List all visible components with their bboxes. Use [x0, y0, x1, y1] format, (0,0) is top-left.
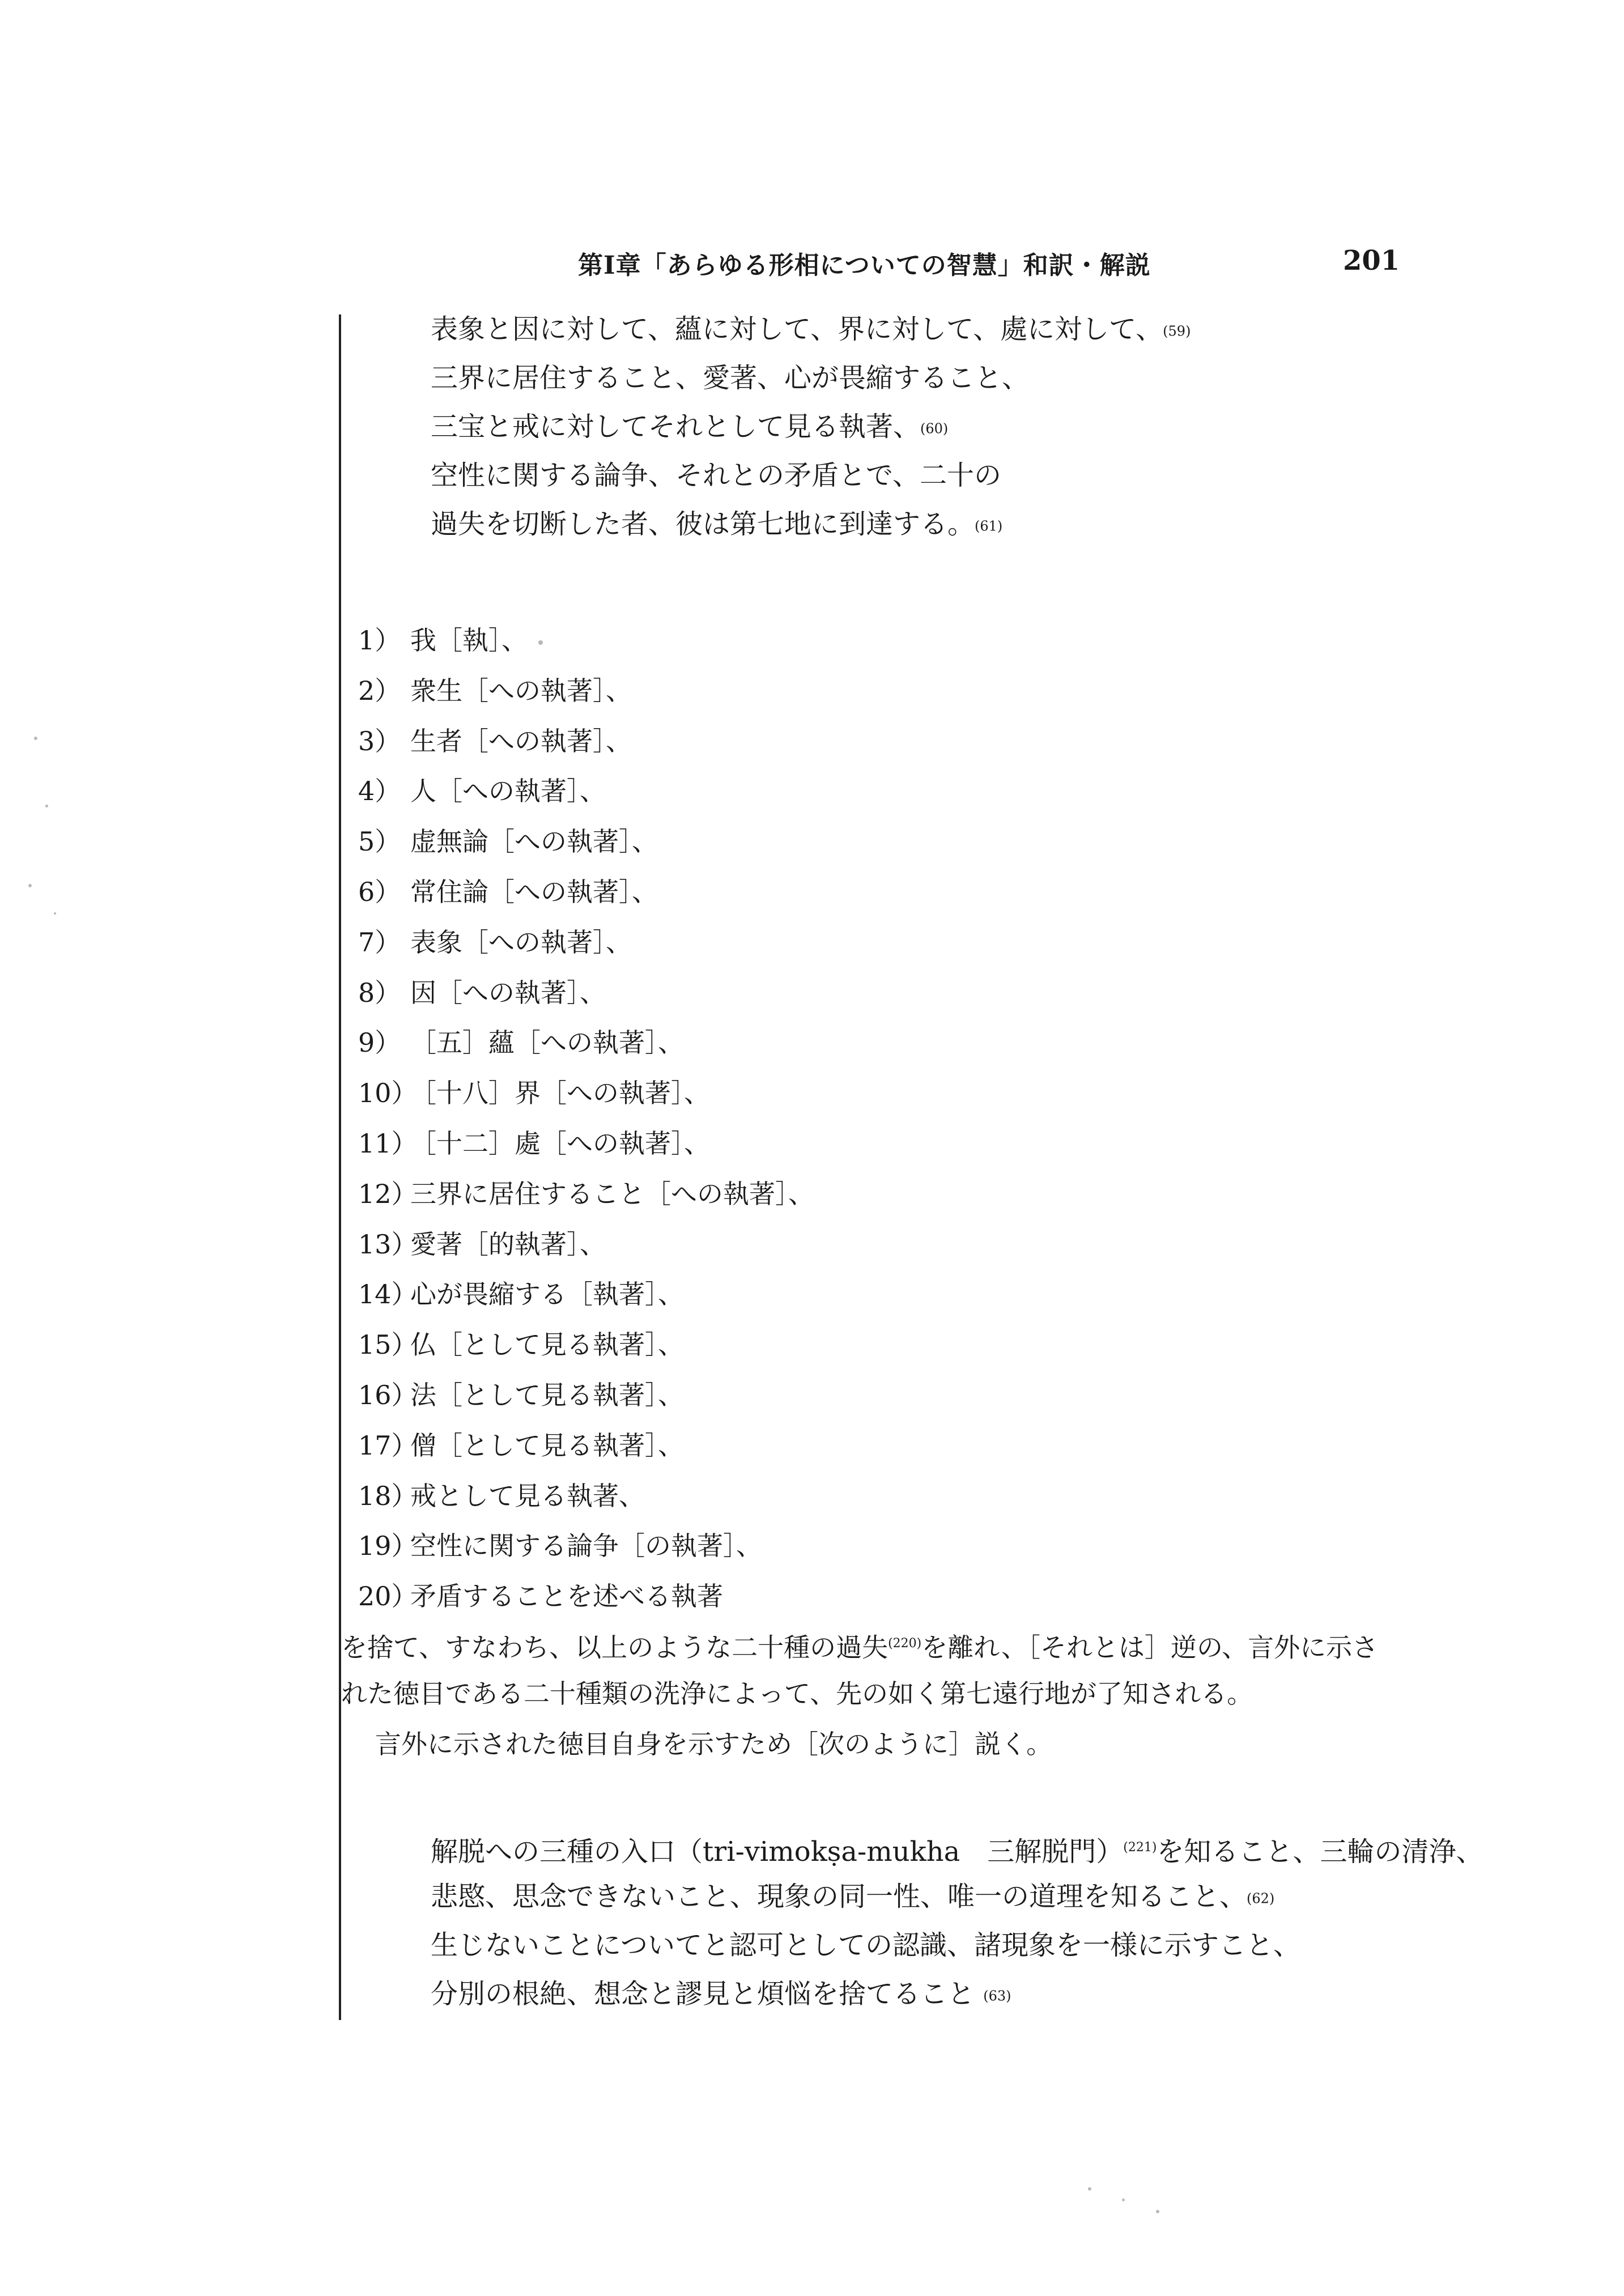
list-number: 16）: [358, 1379, 418, 1410]
list-item: [358, 1571, 814, 1622]
list-item: [358, 1169, 814, 1219]
list-number: 11）: [358, 1128, 418, 1159]
verse-block-1: [431, 305, 1191, 549]
running-header-title: 第Ⅰ章「あらゆる形相についての智慧」和訳・解説: [578, 251, 1151, 280]
list-number: 12）: [358, 1178, 418, 1209]
list-number: 2）: [358, 675, 401, 706]
verse-line: [431, 305, 1191, 354]
list-item: [358, 867, 814, 917]
verse-text: 三界に居住すること、愛著、心が畏縮すること、: [431, 362, 1030, 394]
list-number: 10）: [358, 1078, 418, 1109]
list-item: [358, 1421, 814, 1471]
list-item: [358, 817, 814, 867]
verse-line: [431, 451, 1191, 500]
verse-text: 過失を切断した者、彼は第七地に到達する。: [431, 508, 975, 540]
list-number: 3）: [358, 725, 401, 756]
list-item: [358, 716, 814, 767]
prose-paragraph: [341, 1618, 1418, 1770]
verse-line: [431, 500, 1191, 549]
list-item: [358, 666, 814, 716]
list-number: 14）: [358, 1279, 418, 1310]
prose-line: れた徳目である二十種類の洗浄によって、先の如く第七遠行地が了知される。: [341, 1678, 1253, 1709]
list-item: [358, 766, 814, 817]
verse-ref: (60): [920, 420, 949, 437]
scan-speck: [54, 912, 56, 915]
list-item: [358, 1521, 814, 1571]
list-text: 生者［への執著］、: [410, 725, 632, 756]
list-text: ［五］蘊［への執著］、: [410, 1027, 684, 1058]
scan-speck: [1122, 2199, 1125, 2201]
list-text: 因［への執著］、: [410, 977, 606, 1008]
list-text: 僧［として見る執著］、: [410, 1430, 684, 1461]
scan-speck: [34, 737, 37, 740]
list-text: 衆生［への執著］、: [410, 675, 632, 706]
verse-line: [431, 354, 1191, 402]
list-item: [358, 917, 814, 968]
verse-line: [431, 1970, 1483, 2018]
list-text: 矛盾することを述べる執著: [410, 1581, 723, 1612]
list-item: [358, 1269, 814, 1320]
list-number: 19）: [358, 1530, 418, 1562]
list-text: 常住論［への執著］、: [410, 876, 658, 907]
list-text: 愛著［的執著］、: [410, 1228, 606, 1260]
list-text: 空性に関する論争［の執著］、: [410, 1530, 762, 1562]
list-item: [358, 968, 814, 1018]
verse-text: 分別の根絶、想念と謬見と煩悩を捨てること: [431, 1978, 975, 2010]
scan-speck: [28, 884, 32, 887]
list-number: 18）: [358, 1480, 418, 1511]
list-number: 15）: [358, 1329, 418, 1360]
list-item: [358, 1068, 814, 1119]
scan-speck: [1088, 2187, 1091, 2191]
list-text: 心が畏縮する［執著］、: [410, 1279, 684, 1310]
list-number: 8）: [358, 977, 401, 1008]
verse-text: 表象と因に対して、蘊に対して、界に対して、處に対して、: [431, 313, 1163, 345]
list-text: 表象［への執著］、: [410, 926, 632, 958]
scan-speck: [538, 640, 543, 645]
list-item: [358, 615, 814, 666]
prose-line: [341, 1618, 1418, 1669]
list-text: 虚無論［への執著］、: [410, 826, 658, 857]
verse-line: [431, 402, 1191, 451]
scan-speck: [45, 805, 48, 807]
list-text: 我［執］、: [410, 625, 528, 656]
list-item: [358, 1219, 814, 1270]
list-number: 20）: [358, 1581, 418, 1612]
prose-line: 言外に示された徳目自身を示すため［次のように］説く。: [375, 1729, 1053, 1759]
list-text: 戒として見る執著、: [410, 1480, 645, 1511]
verse-ref: (59): [1163, 323, 1191, 339]
verse-ref: (61): [975, 518, 1003, 534]
verse-line: [431, 1823, 1483, 1872]
list-text: 仏［として見る執著］、: [410, 1329, 684, 1360]
verse-text: を知ること、三輪の清浄、: [1157, 1836, 1483, 1868]
list-number: 13）: [358, 1228, 418, 1260]
list-number: 9）: [358, 1027, 401, 1058]
verse-block-2: [431, 1823, 1483, 2018]
verse-text: 悲愍、思念できないこと、現象の同一性、唯一の道理を知ること、: [431, 1881, 1247, 1912]
list-item: [358, 1370, 814, 1421]
footnote-ref: (221): [1123, 1840, 1157, 1855]
verse-line: [431, 1872, 1483, 1921]
list-item: [358, 1119, 814, 1169]
verse-text: 解脱への三種の入口（tri-vimokṣa-mukha 三解脱門）: [431, 1836, 1124, 1868]
page-number: 201: [1343, 245, 1400, 277]
list-item: [358, 1320, 814, 1370]
list-number: 1）: [358, 625, 401, 656]
prose-text: を離れ、［それとは］逆の、言外に示さ: [921, 1632, 1379, 1663]
verse-text: 三宝と戒に対してそれとして見る執著、: [431, 411, 921, 443]
list-number: 4）: [358, 776, 401, 807]
list-number: 6）: [358, 876, 401, 907]
verse-line: 生じないことについてと認可としての認識、諸現象を一様に示すこと、: [431, 1929, 1301, 1961]
list-text: 人［への執著］、: [410, 776, 606, 807]
verse-ref: (63): [983, 1988, 1011, 2004]
verse-text: 空性に関する論争、それとの矛盾とで、二十の: [431, 460, 1002, 491]
list-text: ［十二］處［への執著］、: [410, 1128, 710, 1159]
list-number: 7）: [358, 926, 401, 958]
list-item: [358, 1018, 814, 1068]
list-text: 三界に居住すること［への執著］、: [410, 1178, 814, 1209]
list-text: ［十八］界［への執著］、: [410, 1078, 710, 1109]
list-number: 17）: [358, 1430, 418, 1461]
footnote-ref: (220): [888, 1636, 922, 1651]
list-item: [358, 1471, 814, 1521]
verse-ref: (62): [1247, 1890, 1275, 1907]
prose-text: を捨て、すなわち、以上のような二十種の過失: [341, 1632, 888, 1663]
list-text: 法［として見る執著］、: [410, 1379, 684, 1410]
scan-speck: [1156, 2210, 1159, 2213]
list-number: 5）: [358, 826, 401, 857]
fault-list: [358, 615, 814, 1622]
